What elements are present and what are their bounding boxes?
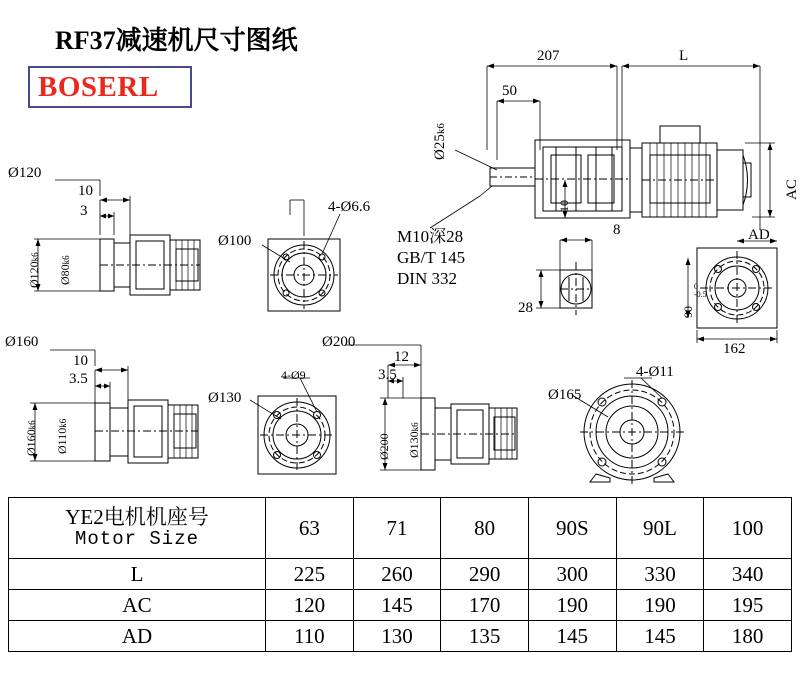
table-cell-AD-71: 130 — [353, 621, 441, 652]
shaft-diameter-label: Ø25k6 — [432, 123, 448, 160]
table-row-label-L: L — [9, 559, 266, 590]
table-cell-L-100: 340 — [704, 559, 792, 590]
dim-10-label-row2: 10 — [73, 353, 88, 369]
dim-10-label-row1: 10 — [78, 183, 93, 199]
table-cell-AC-63: 120 — [266, 590, 354, 621]
dim-90-label: 90 — [681, 306, 695, 318]
dim-10-label-top: 10 — [557, 200, 571, 212]
table-cell-L-90l: 330 — [616, 559, 704, 590]
dim-AC-label: AC — [784, 179, 800, 200]
holes-4x11-label: 4-Ø11 — [636, 364, 674, 380]
holes-4x9-label: 4-Ø9 — [281, 368, 306, 382]
table-cell-AD-90l: 145 — [616, 621, 704, 652]
thread-note-line1: M10深28 — [397, 227, 464, 246]
dim-d200-top-label: Ø200 — [322, 334, 356, 350]
page-title: RF37减速机尺寸图纸 — [55, 26, 298, 55]
table-cell-AC-100: 195 — [704, 590, 792, 621]
dim-8-label: 8 — [613, 222, 621, 238]
dim-50-label: 50 — [502, 83, 517, 99]
thread-note-line2: GB/T 145 — [397, 248, 466, 267]
dim-d165-label: Ø165 — [548, 387, 582, 403]
table-cell-AD-90s: 145 — [528, 621, 616, 652]
table-cell-L-71: 260 — [353, 559, 441, 590]
dim-d80-k6-label: Ø80k6 — [58, 255, 72, 285]
dim-d160-k6-label: Ø160k6 — [24, 420, 38, 456]
table-cell-L-90s: 300 — [528, 559, 616, 590]
dim-d160-top-label: Ø160 — [5, 334, 39, 350]
table-size-90l: 90L — [616, 498, 704, 559]
table-row-label-AC: AC — [9, 590, 266, 621]
table-header-cn: YE2电机机座号 — [65, 505, 209, 529]
table-size-100: 100 — [704, 498, 792, 559]
dim-3-label-row1: 3 — [80, 203, 88, 219]
dim-162-label: 162 — [723, 341, 746, 357]
dim-d130-label: Ø130 — [208, 390, 242, 406]
dim-207-label: 207 — [537, 48, 560, 64]
holes-4x66-label: 4-Ø6.6 — [328, 199, 371, 215]
dim-d200-side-label: Ø200 — [377, 433, 391, 460]
dimension-table — [8, 497, 792, 652]
table-cell-AC-90s: 190 — [528, 590, 616, 621]
table-cell-AD-100: 180 — [704, 621, 792, 652]
brand-logo-text: BOSERL — [38, 71, 159, 103]
dim-12-label: 12 — [394, 349, 409, 365]
table-size-80: 80 — [441, 498, 529, 559]
dim-d130-k6-label: Ø130k6 — [407, 422, 421, 458]
dim-d110-k6-label: Ø110k6 — [55, 418, 69, 454]
table-cell-AD-80: 135 — [441, 621, 529, 652]
dim-28-label: 28 — [518, 300, 533, 316]
table-header-en: Motor Size — [74, 528, 200, 551]
dim-d100-label: Ø100 — [218, 233, 252, 249]
table-row — [9, 590, 792, 621]
table-row-label-AD: AD — [9, 621, 266, 652]
table-size-63: 63 — [266, 498, 354, 559]
dim-d120-top-label: Ø120 — [8, 165, 42, 181]
table-size-90s: 90S — [528, 498, 616, 559]
dim-35-label-row2: 3.5 — [69, 371, 88, 387]
shaft-diameter-tolerance: k6 — [435, 123, 447, 135]
table-size-71: 71 — [353, 498, 441, 559]
table-cell-AD-63: 110 — [266, 621, 354, 652]
table-cell-L-63: 225 — [266, 559, 354, 590]
table-cell-L-80: 290 — [441, 559, 529, 590]
table-row — [9, 559, 792, 590]
table-cell-AC-71: 145 — [353, 590, 441, 621]
table-header-motor-size — [9, 498, 266, 559]
table-cell-AC-80: 170 — [441, 590, 529, 621]
thread-note-line3: DIN 332 — [397, 269, 457, 288]
dim-35b-label: 3.5 — [378, 367, 397, 383]
table-header-row — [9, 498, 792, 559]
dim-d120-k6-label: Ø120k6 — [27, 252, 41, 288]
table-row — [9, 621, 792, 652]
dim-L-label: L — [679, 48, 689, 64]
dim-AD-label: AD — [748, 227, 770, 243]
dim-90-tolerance: 0 -0.5 — [694, 282, 707, 300]
table-cell-AC-90l: 190 — [616, 590, 704, 621]
